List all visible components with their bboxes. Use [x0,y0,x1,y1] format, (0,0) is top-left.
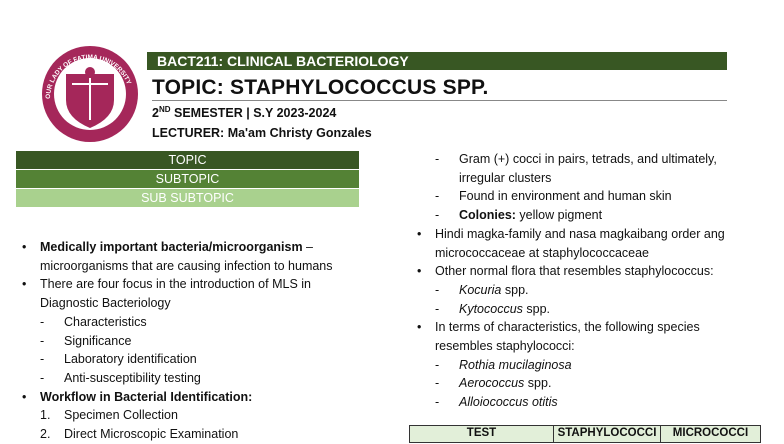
table-header-test: TEST [410,426,554,442]
bullet-text: Hindi magka-family and nasa magkaibang order ang [435,226,725,241]
numbered-item [16,406,361,425]
topic-divider [152,100,727,101]
course-title-bar: BACT211: CLINICAL BACTERIOLOGY [147,52,727,70]
species-name: Kytococcus [459,301,523,316]
list-item-continuation [411,244,756,263]
sub-list-item [16,313,361,332]
sub-list-item [16,350,361,369]
sub-item-text: Found in environment and human skin [459,189,672,204]
lecturer-line: LECTURER: Ma'am Christy Gonzales [152,126,372,140]
bullet-icon: • [22,277,27,292]
sub-list-item-continuation [411,169,756,188]
sub-list-item [16,369,361,388]
species-name: Aerococcus [459,376,525,391]
list-item [411,262,756,281]
sub-list-item [411,393,756,412]
dash-icon: - [435,395,440,410]
list-item-continuation [16,294,361,313]
sub-item-text: Laboratory identification [64,352,197,367]
bullet-text: Diagnostic Bacteriology [40,296,171,311]
university-logo [40,44,140,144]
dash-icon: - [40,370,45,385]
legend-subsubtopic: SUB SUBTOPIC [16,189,359,207]
sub-item-text: spp. [524,376,552,391]
sub-list-item [411,281,756,300]
item-number: 1. [40,408,51,423]
list-item [16,238,361,257]
sub-item-text: Characteristics [64,314,147,329]
bullet-icon: • [22,389,27,404]
legend-topic: TOPIC [16,151,359,169]
bullet-text: There are four focus in the introduction of MLS in [40,277,311,292]
semester-text: SEMESTER | S.Y 2023-2024 [170,106,337,121]
table-header-staphylococci: STAPHYLOCOCCI [554,426,661,442]
semester-number: 2 [152,106,159,121]
list-item [16,275,361,294]
dash-icon: - [435,208,440,223]
bullet-text: – [302,240,314,254]
topic-title: TOPIC: STAPHYLOCOCCUS SPP. [152,76,489,99]
sub-list-item [411,187,756,206]
dash-icon: - [435,189,440,204]
sub-item-text: spp. [501,282,529,297]
bullet-bold: Workflow in Bacterial Identification: [40,389,253,404]
numbered-text: Specimen Collection [64,408,178,423]
semester-line [152,105,336,120]
sub-item-bold: Colonies: [459,208,516,223]
sub-item-text: yellow pigment [515,208,603,223]
sub-list-item [16,332,361,351]
sub-list-item [411,150,756,169]
species-name: Rothia mucilaginosa [459,357,572,372]
list-item-continuation [411,337,756,356]
bullet-text: resembles staphylococci: [435,339,575,354]
sub-item-text: spp. [522,301,551,316]
bullet-icon: • [22,240,27,254]
list-item [411,318,756,337]
sub-list-item [411,206,756,225]
dash-icon: - [40,352,45,367]
bullet-icon: • [417,320,422,335]
sub-item-text: irregular clusters [459,170,552,185]
legend-subtopic: SUBTOPIC [16,170,359,188]
list-item [16,388,361,407]
bullet-icon: • [417,264,422,279]
dash-icon: - [435,301,440,316]
numbered-text: Direct Microscopic Examination [64,427,239,442]
bullet-text: In terms of characteristics, the following species [435,320,700,335]
dash-icon: - [40,314,45,329]
dash-icon: - [435,376,440,391]
dash-icon: - [435,282,440,297]
bullet-bold: Medically important bacteria/microorganism [40,240,303,254]
sub-item-text: Anti-susceptibility testing [64,370,201,385]
list-item [411,225,756,244]
logo-ring-text: OUR LADY OF FATIMA UNIVERSITY [44,53,133,100]
bullet-text: Other normal flora that resembles staphylococcus: [435,264,714,279]
bullet-icon: • [417,226,422,241]
left-column [16,238,361,444]
sub-list-item [411,374,756,393]
sub-list-item [411,356,756,375]
species-name: Alloiococcus otitis [459,395,558,410]
sub-item-text: Significance [64,333,132,348]
sub-item-text: Gram (+) cocci in pairs, tetrads, and ultimately, [459,152,717,166]
item-number: 2. [40,427,51,442]
sub-list-item [411,300,756,319]
right-column [411,150,756,412]
species-name: Kocuria [459,282,502,297]
list-item-continuation [16,257,361,276]
heading-legend [16,151,359,208]
comparison-table-header [409,425,761,443]
dash-icon: - [435,152,440,166]
bullet-text: micrococcaceae at staphylococcaceae [435,245,650,260]
dash-icon: - [40,333,45,348]
dash-icon: - [435,357,440,372]
bullet-text: microorganisms that are causing infection to humans [40,258,333,273]
table-header-micrococci: MICROCOCCI [661,426,760,442]
semester-ordinal: ND [158,105,171,114]
